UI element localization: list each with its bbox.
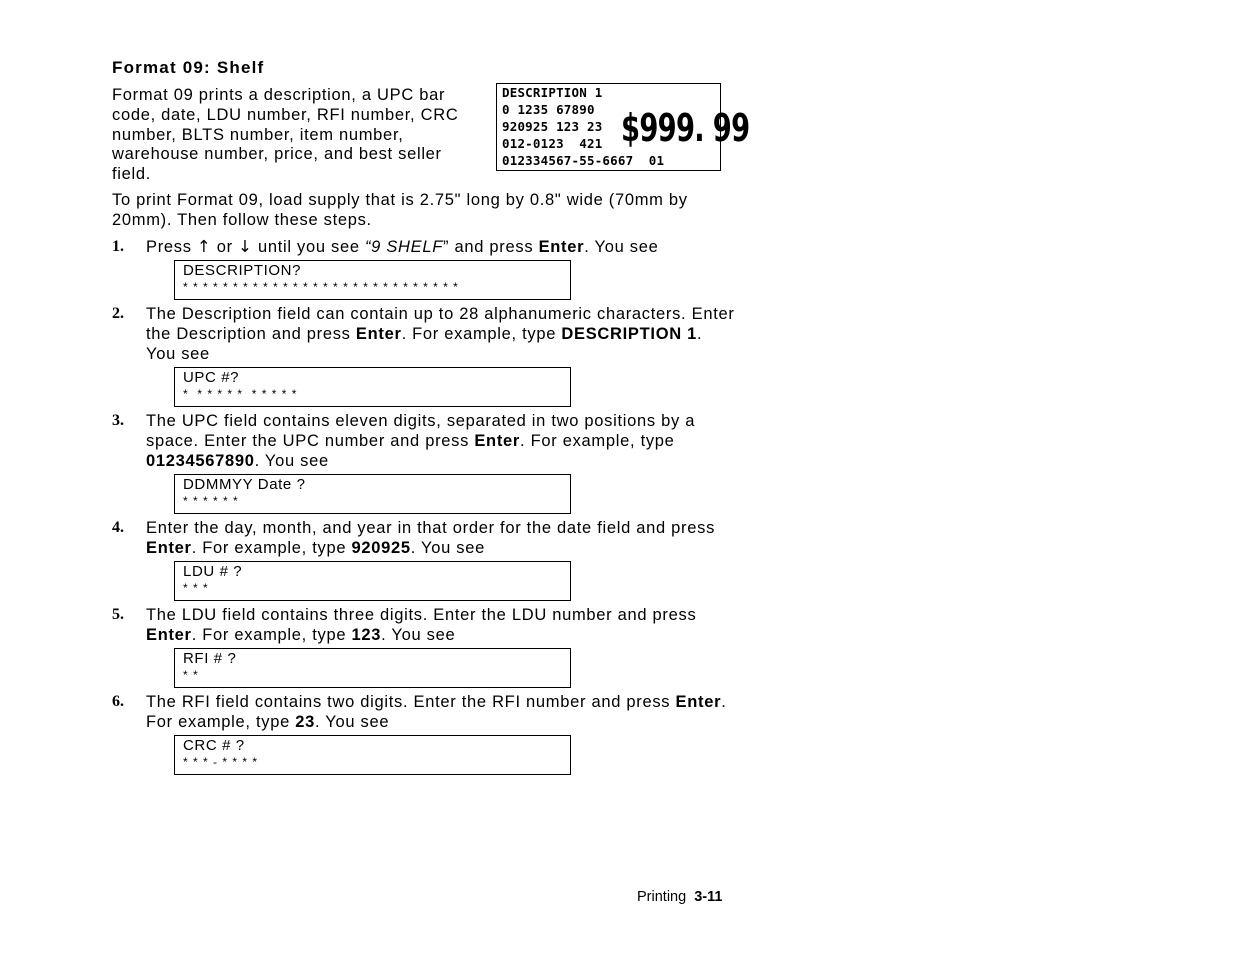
step-text-segment: . For example, type: [191, 539, 352, 557]
page-number: 3-11: [694, 889, 723, 905]
step-text-segment: . For example, type: [520, 432, 675, 450]
step-text-segment: . For example, type: [401, 325, 562, 343]
step-1-text: [146, 237, 736, 257]
display-prompt-description: [174, 260, 571, 300]
step-number: 6.: [112, 693, 124, 710]
step-text-segment: The Description field can contain up to 28 alphanumeric characters. Enter the Description and press: [146, 305, 735, 343]
format-name: “9 SHELF: [364, 238, 444, 256]
step-text-segment: until you see: [252, 238, 365, 256]
prompt-question: CRC # ?: [183, 737, 245, 754]
step-text-segment: . For example, type: [146, 693, 727, 731]
section-heading: Format 09: Shelf: [112, 58, 265, 77]
display-prompt-ldu: [174, 561, 571, 601]
step-text-segment: . You see: [254, 452, 329, 470]
label-line-crc: 012-0123 421: [502, 136, 603, 151]
prompt-input-mask: * * * * * *: [183, 494, 239, 508]
example-value: 123: [351, 626, 382, 644]
page-footer: [637, 889, 722, 905]
down-arrow-icon: ↓: [238, 237, 253, 256]
prompt-input-mask: * * *: [183, 581, 209, 595]
step-text-segment: . You see: [381, 626, 456, 644]
enter-key: Enter: [355, 325, 402, 343]
prompt-question: RFI # ?: [183, 650, 237, 667]
step-text-segment: . You see: [584, 238, 659, 256]
step-text-segment: ” and press: [443, 238, 539, 256]
display-prompt-crc: [174, 735, 571, 775]
label-line-upc: 0 1235 67890: [502, 102, 595, 117]
label-line-item: 012334567-55-6667 01: [502, 153, 665, 168]
step-number: 4.: [112, 519, 124, 536]
enter-key: Enter: [675, 693, 722, 711]
prompt-input-mask: * *: [183, 668, 199, 682]
enter-key: Enter: [146, 539, 192, 557]
example-value: 23: [295, 713, 316, 731]
step-text-segment: . You see: [146, 325, 703, 363]
example-value: 01234567890: [146, 452, 255, 470]
enter-key: Enter: [474, 432, 521, 450]
step-number: 5.: [112, 606, 124, 623]
enter-key: Enter: [146, 626, 192, 644]
step-number: 1.: [112, 238, 124, 255]
prompt-input-mask: * * * * * * * * * * *: [183, 387, 298, 401]
step-text-segment: The LDU field contains three digits. Enter the LDU number and press: [146, 606, 697, 624]
enter-key: Enter: [538, 238, 585, 256]
prompt-question: LDU # ?: [183, 563, 243, 580]
step-text-segment: Enter the day, month, and year in that order for the date field and press: [146, 519, 716, 537]
step-number: 2.: [112, 305, 124, 322]
prompt-input-mask: * * * - * * * *: [183, 755, 259, 769]
step-text-segment: . You see: [315, 713, 390, 731]
supply-paragraph: To print Format 09, load supply that is 2.75" long by 0.8" wide (70mm by 20mm). Then follow these steps.: [112, 191, 688, 229]
step-text-segment: Press: [146, 238, 197, 256]
footer-section: Printing: [637, 889, 687, 905]
step-text-segment: The RFI field contains two digits. Enter the RFI number and press: [146, 693, 676, 711]
display-prompt-rfi: [174, 648, 571, 688]
step-text-segment: or: [211, 238, 239, 256]
prompt-input-mask: * * * * * * * * * * * * * * * * * * * * * * * * * * * *: [183, 280, 459, 294]
display-prompt-upc: [174, 367, 571, 407]
step-6-text: [146, 692, 736, 732]
step-3-text: [146, 411, 736, 471]
prompt-question: DDMMYY Date ?: [183, 476, 306, 493]
step-text-segment: . For example, type: [191, 626, 352, 644]
prompt-question: UPC #?: [183, 369, 240, 386]
label-line-description: DESCRIPTION 1: [502, 85, 603, 100]
prompt-question: DESCRIPTION?: [183, 262, 302, 279]
step-text-segment: The UPC field contains eleven digits, separated in two positions by a space. Enter the UPC number and press: [146, 412, 696, 450]
intro-paragraph: Format 09 prints a description, a UPC bar code, date, LDU number, RFI number, CRC number, BLTS number, item number, warehouse number, price, and best seller field.: [112, 86, 459, 184]
label-price: $999. 99: [621, 106, 750, 150]
up-arrow-icon: ↑: [196, 237, 212, 256]
step-4-text: [146, 518, 736, 558]
label-line-date: 920925 123 23: [502, 119, 603, 134]
example-value: 920925: [351, 539, 411, 557]
step-number: 3.: [112, 412, 124, 429]
step-2-text: [146, 304, 736, 364]
example-value: DESCRIPTION 1: [561, 325, 698, 343]
display-prompt-date: [174, 474, 571, 514]
sample-label: [496, 83, 750, 171]
step-text-segment: . You see: [410, 539, 485, 557]
step-5-text: [146, 605, 736, 645]
